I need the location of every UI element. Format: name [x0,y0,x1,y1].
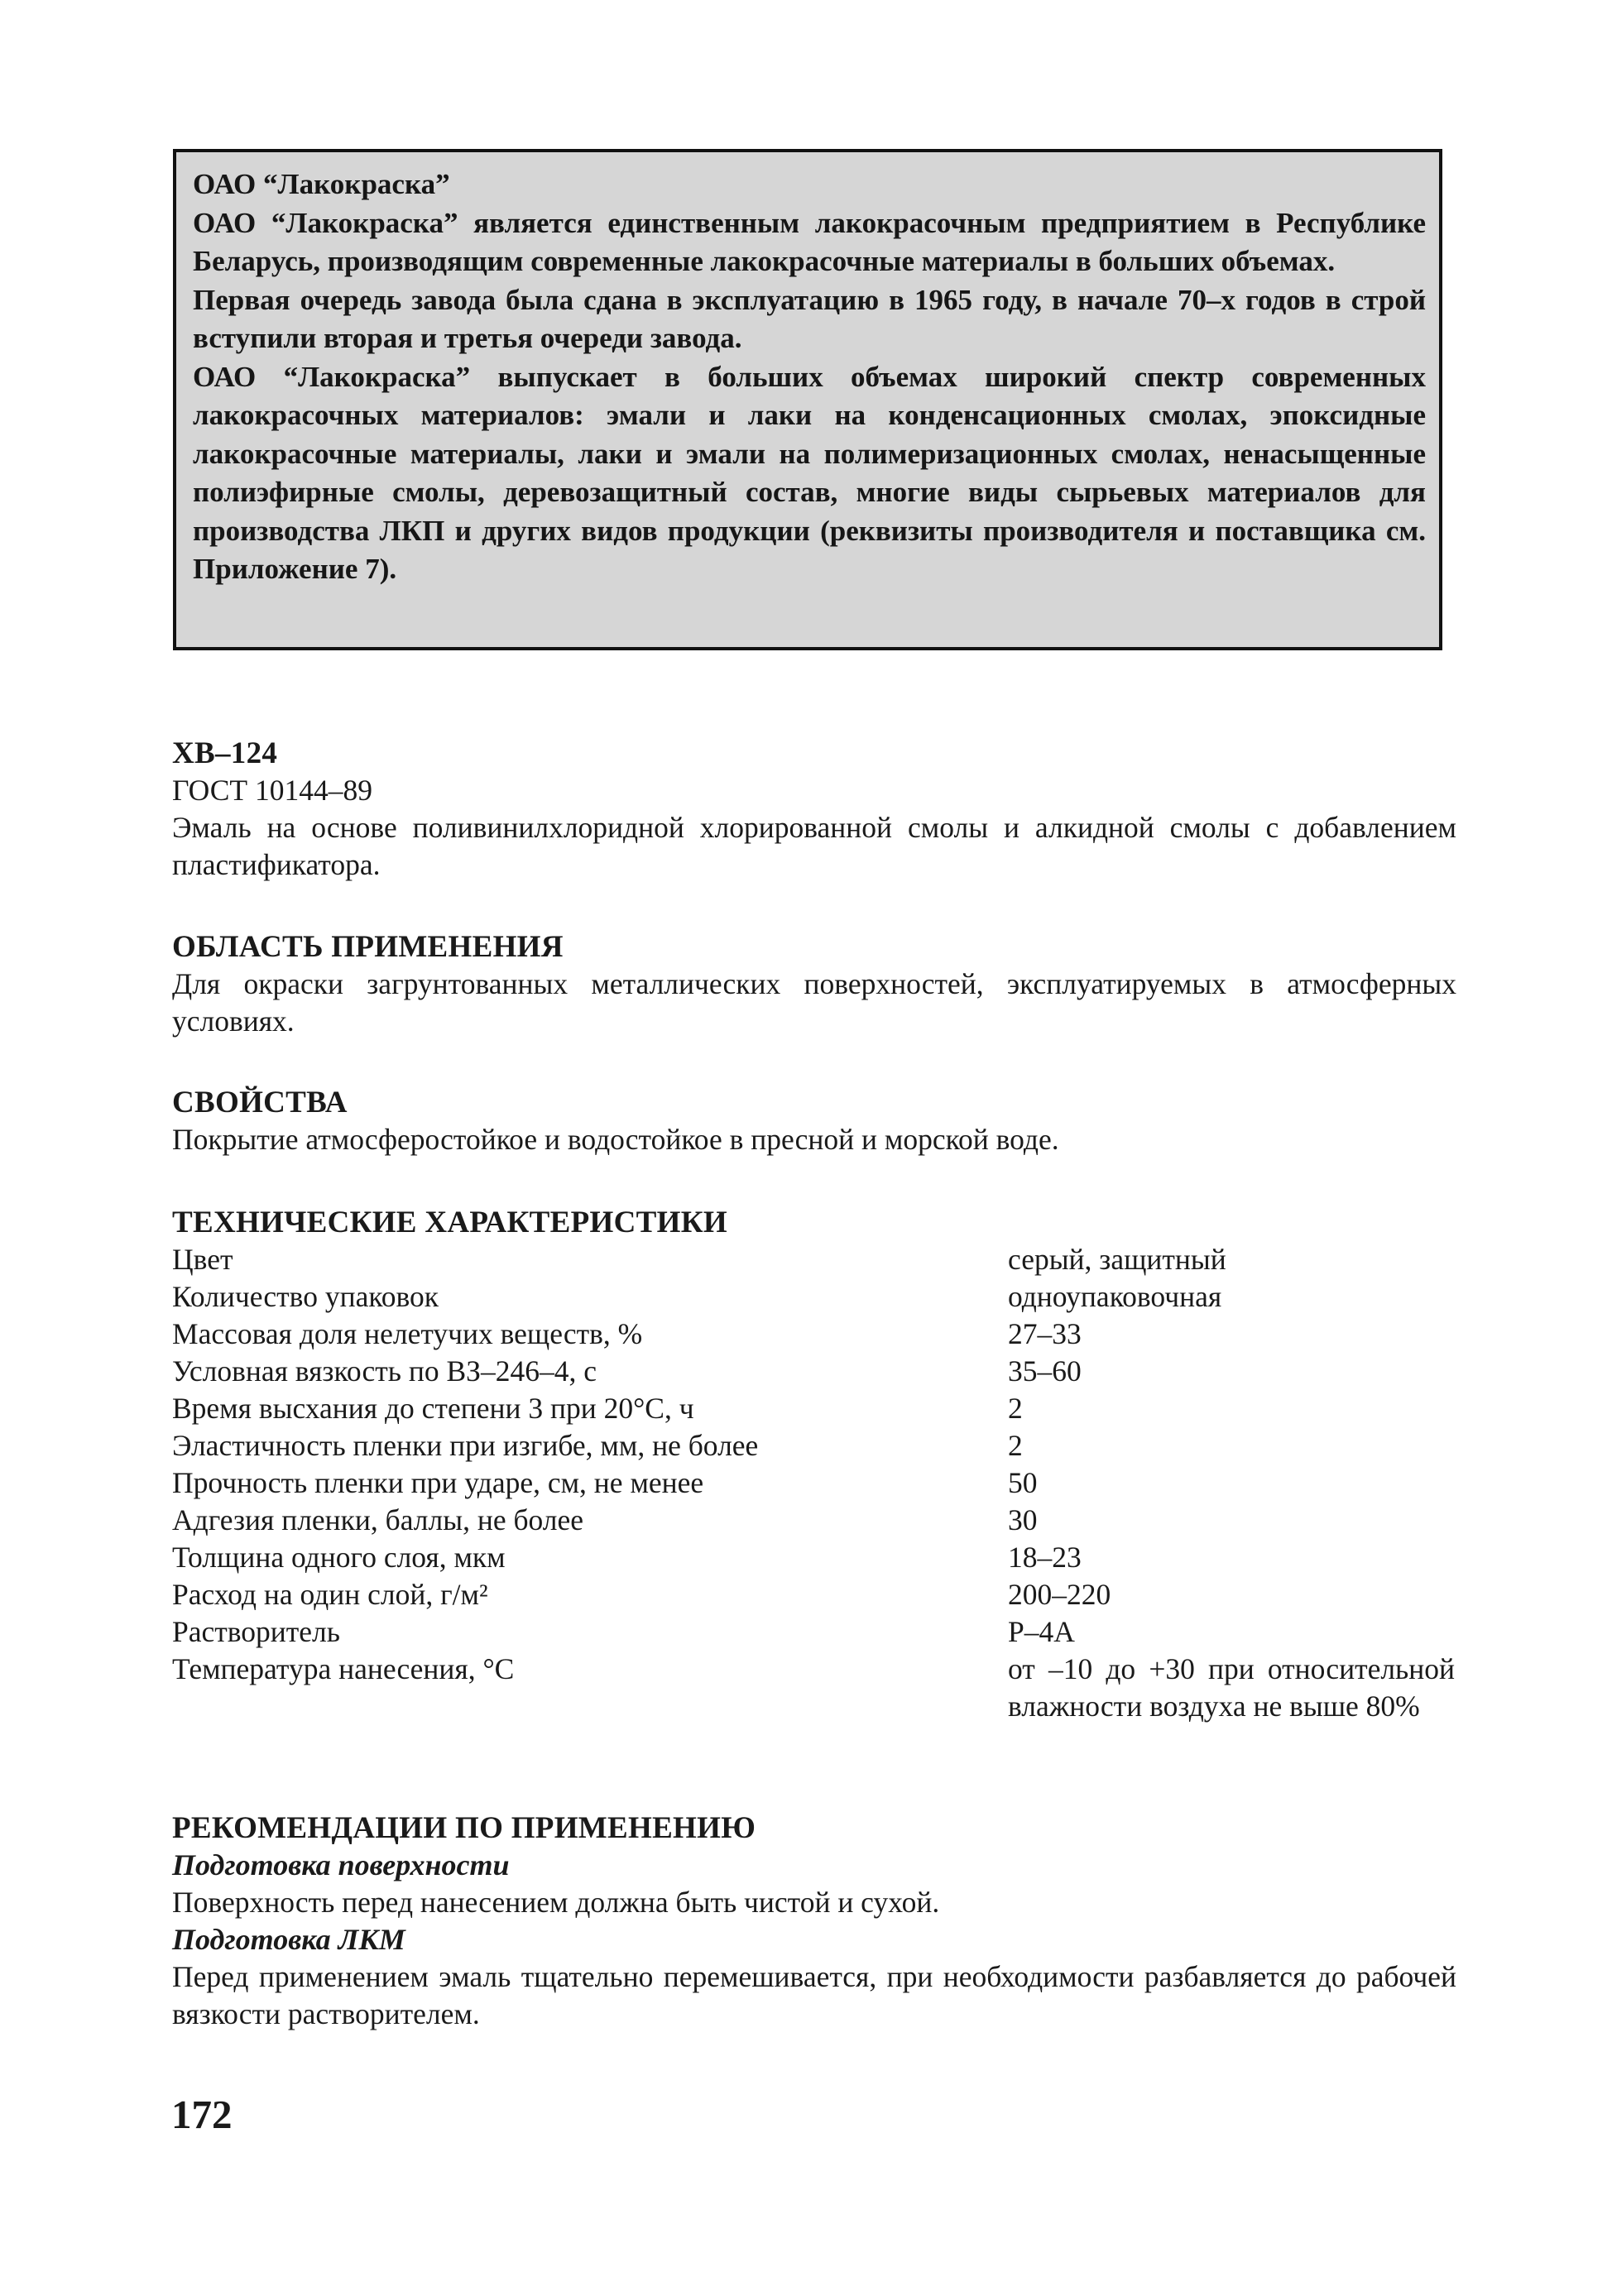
application-text: Для окраски загрунтованных металлических поверхностей, эксплуатируемых в атмосферных условиях. [172,967,1456,1038]
company-info-box [173,149,1442,650]
spec-row [172,1464,1456,1502]
spec-row [172,1539,1456,1576]
product-description: Эмаль на основе поливинилхлоридной хлорированной смолы и алкидной смолы с добавлением пластификатора. [172,811,1456,881]
spec-row [172,1576,1456,1613]
spec-value: 18–23 [1008,1541,1082,1574]
spec-row [172,1651,1456,1800]
spec-value: 30 [1008,1503,1038,1536]
properties-section [172,1084,1456,1158]
spec-param: Массовая доля нелетучих веществ, % [172,1317,643,1350]
spec-row [172,1278,1456,1316]
specs-table [172,1241,1456,1800]
spec-value: 200–220 [1008,1578,1111,1611]
application-heading: ОБЛАСТЬ ПРИМЕНЕНИЯ [172,930,564,964]
spec-param: Условная вязкость по ВЗ–246–4, с [172,1354,597,1388]
spec-row [172,1427,1456,1464]
spec-row [172,1613,1456,1651]
spec-param: Эластичность пленки при изгибе, мм, не более [172,1429,759,1462]
lkm-prep-title: Подготовка ЛКМ [172,1923,405,1956]
spec-param: Расход на один слой, г/м² [172,1578,488,1611]
product-code: ХВ–124 [172,736,278,770]
product-section [172,735,1456,884]
spec-row [172,1390,1456,1427]
page-number: 172 [171,2092,233,2137]
spec-value: 2 [1008,1429,1023,1462]
surface-prep-title: Подготовка поверхности [172,1848,510,1881]
application-section [172,928,1456,1040]
properties-heading: СВОЙСТВА [172,1086,348,1119]
spec-param: Адгезия пленки, баллы, не более [172,1503,584,1536]
spec-param: Растворитель [172,1615,340,1648]
spec-value: одноупаковочная [1008,1280,1222,1313]
spec-value: серый, защитный [1008,1243,1226,1276]
specs-section [172,1204,1456,1800]
spec-param: Толщина одного слоя, мкм [172,1541,506,1574]
recommendations-heading: РЕКОМЕНДАЦИИ ПО ПРИМЕНЕНИЮ [172,1811,756,1845]
spec-row [172,1241,1456,1278]
spec-row [172,1316,1456,1353]
spec-row [172,1502,1456,1539]
info-box-paragraph: ОАО “Лакокраска” выпускает в больших объемах широкий спектр современных лакокрасочных материалов: эмали и лаки на конденсационных смолах, эпоксидные лакокрасочные материалы, лаки и эмали на полимеризационных смолах, ненасыщенные полиэфирные смолы, деревозащитный состав, многие виды сырьевых материалов для производства ЛКП и других видов продукции (реквизиты производителя и поставщика см. Приложение 7). [193,360,1426,585]
spec-value: 2 [1008,1392,1023,1425]
specs-heading: ТЕХНИЧЕСКИЕ ХАРАКТЕРИСТИКИ [172,1206,727,1239]
spec-param: Время высхания до степени 3 при 20°С, ч [172,1392,694,1425]
spec-param: Температура нанесения, °С [172,1652,515,1685]
lkm-prep-text: Перед применением эмаль тщательно перемешивается, при необходимости разбавляется до рабочей вязкости растворителем. [172,1960,1456,2030]
info-box-paragraph: Первая очередь завода была сдана в эксплуатацию в 1965 году, в начале 70–х годов в строй вступили вторая и третья очереди завода. [193,283,1426,354]
spec-value: 50 [1008,1466,1038,1499]
spec-row [172,1353,1456,1390]
spec-value: 27–33 [1008,1317,1082,1350]
spec-param: Прочность пленки при ударе, см, не менее [172,1466,704,1499]
spec-value: 35–60 [1008,1354,1082,1388]
spec-param: Цвет [172,1243,233,1276]
product-standard: ГОСТ 10144–89 [172,774,372,807]
info-box-title: ОАО “Лакокраска” [193,168,450,200]
surface-prep-text: Поверхность перед нанесением должна быть чистой и сухой. [172,1886,940,1919]
spec-value: Р–4А [1008,1615,1075,1648]
spec-value: от –10 до +30 при относительной влажности воздуха не выше 80% [1008,1652,1455,1723]
properties-text: Покрытие атмосферостойкое и водостойкое в пресной и морской воде. [172,1123,1059,1156]
info-box-paragraph: ОАО “Лакокраска” является единственным лакокрасочным предприятием в Республике Беларусь, производящим современные лакокрасочные материалы в больших объемах. [193,206,1426,277]
spec-param: Количество упаковок [172,1280,439,1313]
recommendations-section [172,1809,1456,2033]
